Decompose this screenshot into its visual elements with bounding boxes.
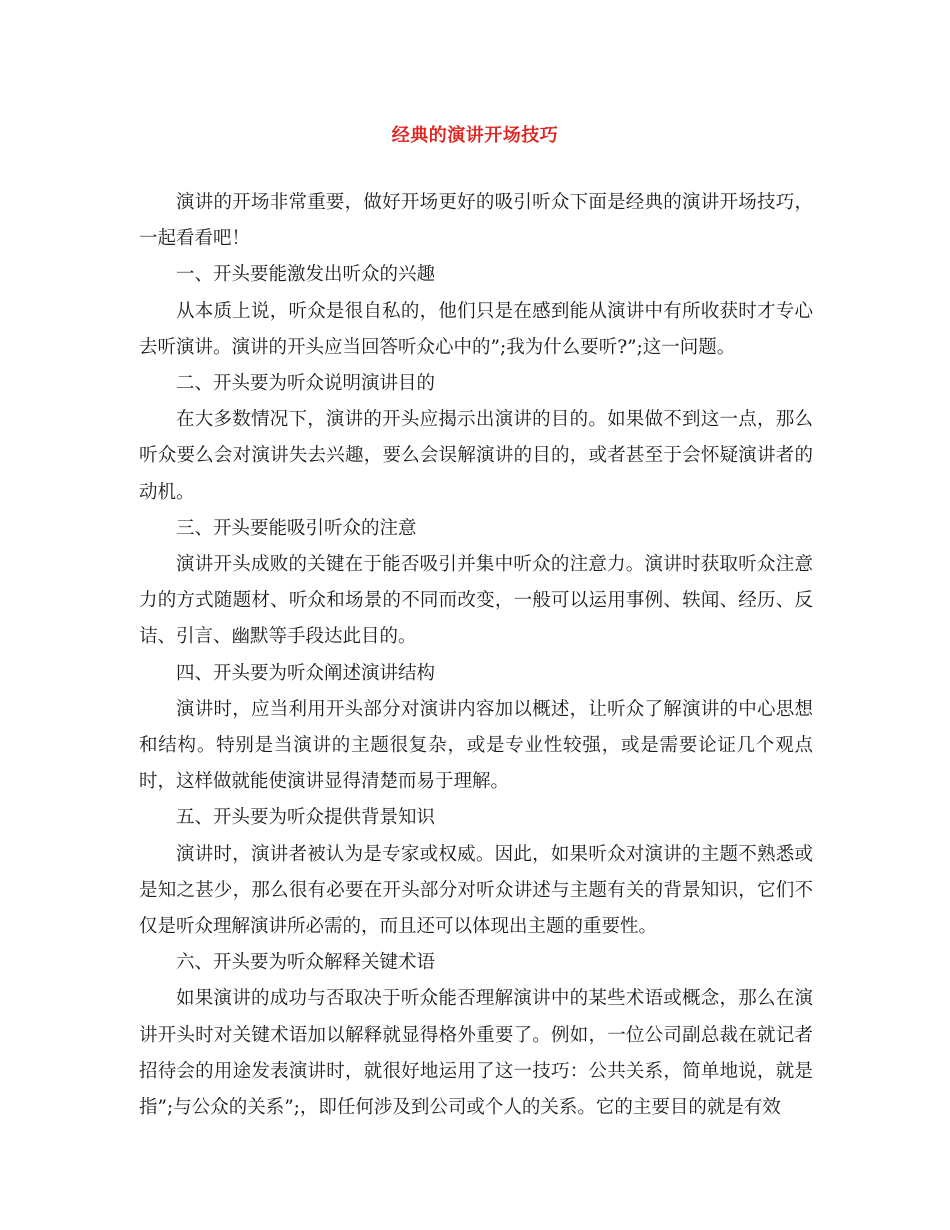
section-heading-3: 三、开头要能吸引听众的注意 bbox=[176, 517, 417, 539]
section-body-3: 演讲开头成败的关键在于能否吸引并集中听众的注意力。演讲时获取听众注意力的方式随题材、听众和场景的不同而改变，一般可以运用事例、轶闻、经历、反诘、引言、幽默等手段达此目的。 bbox=[139, 554, 813, 648]
section-heading-1: 一、开头要能激发出听众的兴趣 bbox=[176, 264, 436, 286]
section-body-2: 在大多数情况下，演讲的开头应揭示出演讲的目的。如果做不到这一点，那么听众要么会对演讲失去兴趣，要么会误解演讲的目的，或者甚至于会怀疑演讲者的动机。 bbox=[139, 409, 813, 503]
section-body-1: 从本质上说，听众是很自私的，他们只是在感到能从演讲中有所收获时才专心去听演讲。演讲的开头应当回答听众心中的”;我为什么要听?”;这一问题。 bbox=[139, 300, 813, 358]
section-body-5: 演讲时，演讲者被认为是专家或权威。因此，如果听众对演讲的主题不熟悉或是知之甚少，那么很有必要在开头部分对听众讲述与主题有关的背景知识，它们不仅是听众理解演讲所必需的，而且还可以体现出主题的重要性。 bbox=[139, 843, 813, 938]
section-heading-6: 六、开头要为听众解释关键术语 bbox=[176, 952, 436, 974]
section-body-4: 演讲时，应当利用开头部分对演讲内容加以概述，让听众了解演讲的中心思想和结构。特别是当演讲的主题很复杂，或是专业性较强，或是需要论证几个观点时，这样做就能使演讲显得清楚而易于理解。 bbox=[139, 698, 813, 793]
section-heading-2: 二、开头要为听众说明演讲目的 bbox=[176, 373, 436, 395]
document-title: 经典的演讲开场技巧 bbox=[391, 125, 559, 146]
section-heading-5: 五、开头要为听众提供背景知识 bbox=[176, 807, 436, 829]
intro-paragraph: 演讲的开场非常重要，做好开场更好的吸引听众下面是经典的演讲开场技巧，一起看看吧！ bbox=[139, 192, 813, 250]
section-heading-4: 四、开头要为听众阐述演讲结构 bbox=[176, 662, 436, 684]
document-body bbox=[139, 185, 813, 1126]
section-body-6: 如果演讲的成功与否取决于听众能否理解演讲中的某些术语或概念，那么在演讲开头时对关键术语加以解释就显得格外重要了。例如，一位公司副总裁在就记者招待会的用途发表演讲时，就很好地运用了这一技巧：公共关系，简单地说，就是指”;与公众的关系”;，即任何涉及到公司或个人的关系。它的主要目的就是有效 bbox=[139, 988, 813, 1119]
